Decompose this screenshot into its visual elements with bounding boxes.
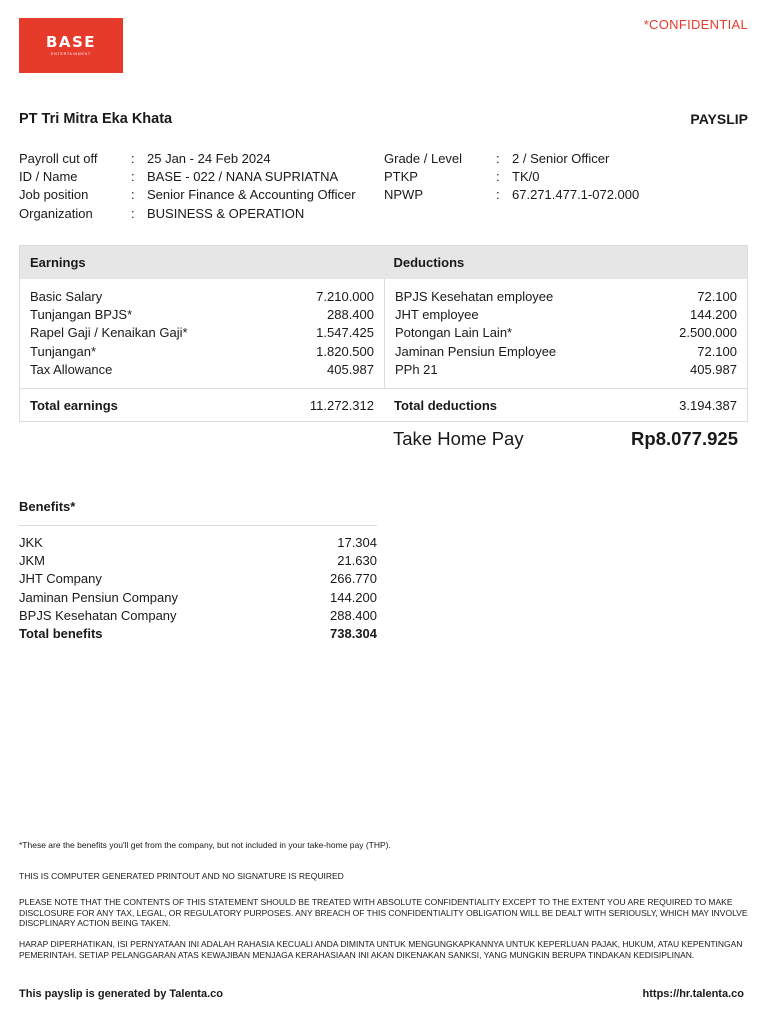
company-logo bbox=[19, 18, 123, 73]
deduction-value: 405.987 bbox=[690, 361, 737, 377]
list-item bbox=[19, 570, 377, 588]
table-row bbox=[395, 306, 737, 324]
info-separator: : bbox=[496, 169, 500, 185]
benefits-total bbox=[19, 625, 377, 643]
confidential-label: *CONFIDENTIAL bbox=[643, 17, 748, 32]
deduction-label: Potongan Lain Lain* bbox=[395, 325, 513, 341]
total-deductions-label: Total deductions bbox=[394, 398, 498, 413]
info-value: 2 / Senior Officer bbox=[512, 151, 610, 166]
benefit-label: JHT Company bbox=[19, 571, 102, 587]
generated-by: This payslip is generated by Talenta.co bbox=[19, 988, 223, 1000]
info-separator: : bbox=[131, 169, 135, 185]
total-earnings bbox=[20, 389, 384, 421]
logo-text: BASE bbox=[45, 33, 97, 51]
info-separator: : bbox=[131, 151, 135, 166]
earning-label: Tunjangan* bbox=[30, 343, 97, 359]
total-earnings-label: Total earnings bbox=[30, 398, 118, 413]
info-value: BASE - 022 / NANA SUPRIATNA bbox=[147, 169, 339, 185]
earning-value: 7.210.000 bbox=[316, 289, 374, 304]
info-label: Grade / Level bbox=[384, 151, 463, 166]
info-row bbox=[19, 205, 356, 223]
employee-info-right bbox=[384, 150, 639, 205]
document-title: PAYSLIP bbox=[690, 111, 748, 127]
earnings-column bbox=[20, 279, 384, 388]
info-row bbox=[19, 168, 356, 186]
list-item bbox=[19, 534, 377, 552]
benefit-label: BPJS Kesehatan Company bbox=[19, 607, 177, 623]
total-earnings-value: 11.272.312 bbox=[309, 398, 374, 413]
info-separator: : bbox=[131, 205, 135, 221]
earning-value: 1.820.500 bbox=[316, 343, 374, 359]
total-benefits-value: 738.304 bbox=[330, 626, 377, 642]
table-row bbox=[395, 361, 737, 379]
table-row bbox=[30, 324, 374, 342]
info-row bbox=[19, 150, 356, 168]
benefit-value: 21.630 bbox=[337, 553, 377, 569]
benefits-list bbox=[19, 526, 377, 643]
info-row bbox=[384, 150, 639, 168]
info-value: 25 Jan - 24 Feb 2024 bbox=[147, 151, 271, 166]
info-label: PTKP bbox=[384, 169, 418, 185]
info-value: TK/0 bbox=[512, 169, 540, 185]
deduction-value: 72.100 bbox=[697, 343, 737, 359]
total-deductions-value: 3.194.387 bbox=[679, 398, 737, 413]
info-label: ID / Name bbox=[19, 169, 78, 185]
table-row bbox=[395, 324, 737, 342]
table-row bbox=[30, 288, 374, 306]
earnings-header: Earnings bbox=[30, 255, 86, 270]
confidentiality-note-en: PLEASE NOTE THAT THE CONTENTS OF THIS STATEMENT SHOULD BE TREATED WITH ABSOLUTE CONFIDENTIALITY EXCEPT TO THE EXTENT YOU ARE REQUIRED TO MAKE DISCLOSURE FOR ANY TAX, LEGAL, OR REGULATORY PURPOSES. ANY BREACH OF THIS CONFIDENTIALITY OBLIGATION WILL BE DEALT WITH SERIOUSLY, WHICH MAY INVOLVE DISCPLINARY ACTION BEING TAKEN. bbox=[19, 897, 748, 928]
table-header bbox=[20, 246, 747, 279]
benefits-note: *These are the benefits you'll get from the company, but not included in your take-home pay (THP). bbox=[19, 840, 391, 850]
earnings-deductions-table bbox=[19, 245, 748, 422]
info-separator: : bbox=[131, 187, 135, 203]
deduction-value: 144.200 bbox=[690, 307, 737, 323]
info-row bbox=[384, 186, 639, 204]
earning-label: Tax Allowance bbox=[30, 361, 113, 377]
deduction-label: Jaminan Pensiun Employee bbox=[395, 343, 557, 359]
info-separator: : bbox=[496, 187, 500, 203]
list-item bbox=[19, 607, 377, 625]
info-value: 67.271.477.1-072.000 bbox=[512, 187, 640, 203]
take-home-pay-label: Take Home Pay bbox=[393, 428, 524, 449]
deduction-label: BPJS Kesehatan employee bbox=[395, 289, 554, 304]
earning-value: 405.987 bbox=[327, 361, 374, 377]
info-label: Payroll cut off bbox=[19, 151, 98, 166]
company-name: PT Tri Mitra Eka Khata bbox=[19, 111, 173, 127]
deduction-value: 72.100 bbox=[697, 289, 737, 304]
info-label: NPWP bbox=[384, 187, 423, 203]
deductions-header: Deductions bbox=[393, 255, 465, 270]
info-separator: : bbox=[496, 151, 500, 166]
table-row bbox=[30, 306, 374, 324]
info-row bbox=[19, 186, 356, 204]
benefit-value: 144.200 bbox=[330, 589, 377, 605]
info-value: Senior Finance & Accounting Officer bbox=[147, 187, 356, 203]
info-row bbox=[384, 168, 639, 186]
benefit-label: Jaminan Pensiun Company bbox=[19, 589, 178, 605]
info-label: Job position bbox=[19, 187, 89, 203]
table-row bbox=[394, 397, 737, 415]
benefit-label: JKK bbox=[19, 535, 43, 550]
deduction-value: 2.500.000 bbox=[679, 325, 737, 341]
benefits-title: Benefits* bbox=[19, 499, 377, 526]
benefit-value: 266.770 bbox=[330, 571, 377, 587]
table-row bbox=[30, 361, 374, 379]
table-footer bbox=[20, 389, 747, 421]
deductions-column bbox=[384, 279, 747, 388]
benefits-section bbox=[19, 499, 377, 643]
employee-info-left bbox=[19, 150, 356, 223]
info-label: Organization bbox=[19, 205, 93, 221]
printout-note: THIS IS COMPUTER GENERATED PRINTOUT AND NO SIGNATURE IS REQUIRED bbox=[19, 871, 344, 881]
list-item bbox=[19, 589, 377, 607]
deduction-label: PPh 21 bbox=[395, 361, 438, 377]
table-row bbox=[395, 288, 737, 306]
earning-label: Basic Salary bbox=[30, 289, 103, 304]
take-home-pay-value: Rp8.077.925 bbox=[631, 428, 738, 449]
info-value: BUSINESS & OPERATION bbox=[147, 205, 305, 221]
earning-label: Tunjangan BPJS* bbox=[30, 307, 133, 323]
earning-label: Rapel Gaji / Kenaikan Gaji* bbox=[30, 325, 188, 341]
benefit-value: 288.400 bbox=[330, 607, 377, 623]
benefit-value: 17.304 bbox=[337, 535, 377, 550]
benefit-label: JKM bbox=[19, 553, 45, 569]
footer-url[interactable]: https://hr.talenta.co bbox=[642, 988, 744, 1000]
deduction-label: JHT employee bbox=[395, 307, 479, 323]
total-benefits-label: Total benefits bbox=[19, 626, 103, 642]
earning-value: 1.547.425 bbox=[316, 325, 374, 341]
confidentiality-note-id: HARAP DIPERHATIKAN, ISI PERNYATAAN INI ADALAH RAHASIA KECUALI ANDA DIMINTA UNTUK MENGUNGKAPKANNYA UNTUK KEPERLUAN PAJAK, HUKUM, ATAU KEPENTINGAN PEMERINTAH. SETIAP PELANGGARAN ATAS KEWAJIBAN MENJAGA KERAHASIAAN INI AKAN DIKENAKAN SANKSI, YANG MUNGKIN BERUPA TINDAKAN KEDISIPLINAN. bbox=[19, 939, 743, 960]
table-row bbox=[30, 343, 374, 361]
table-body bbox=[20, 279, 747, 389]
table-row bbox=[395, 343, 737, 361]
list-item bbox=[19, 552, 377, 570]
earning-value: 288.400 bbox=[327, 307, 374, 323]
table-row bbox=[30, 397, 374, 415]
logo-subtext: ENTERTAINMENT bbox=[51, 52, 91, 56]
total-deductions bbox=[384, 389, 747, 421]
